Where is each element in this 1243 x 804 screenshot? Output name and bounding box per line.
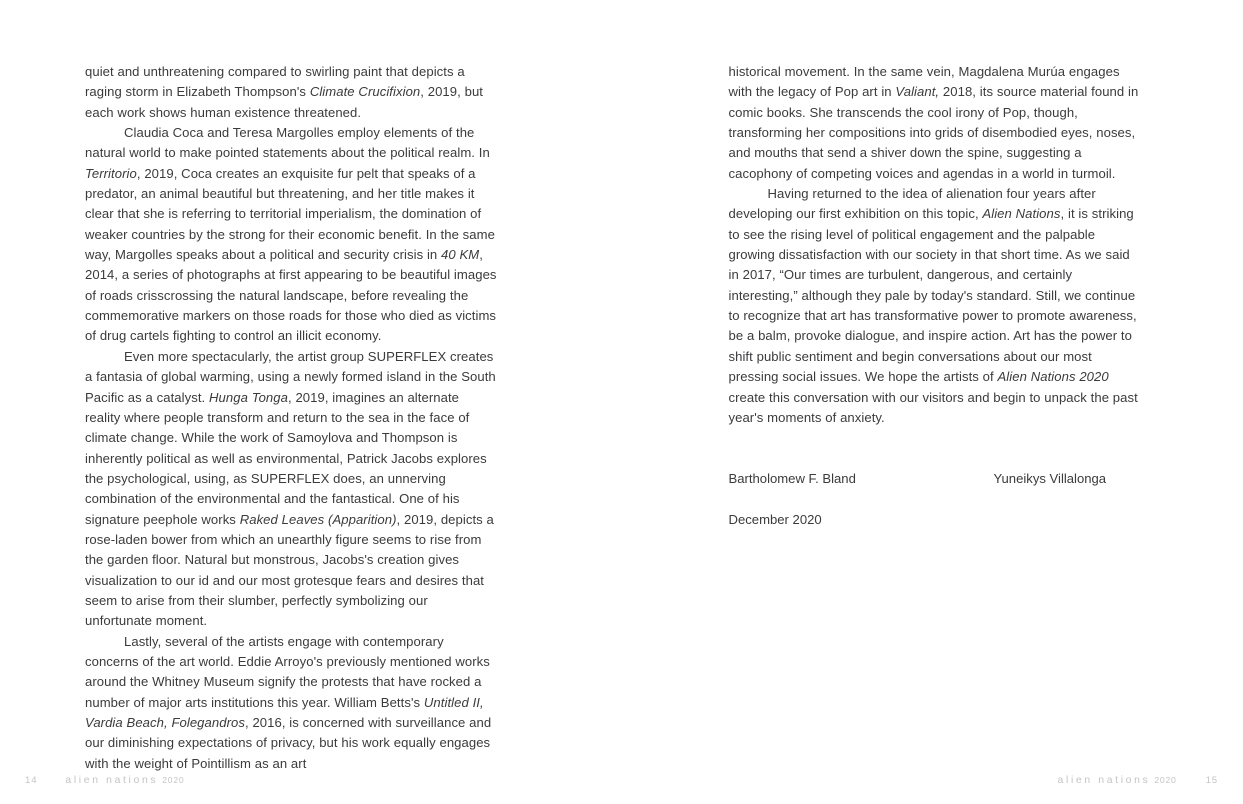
page-footer-right: [1058, 775, 1218, 786]
artwork-title-italic: Raked Leaves (Apparition): [239, 511, 397, 527]
body-text-column-right: [729, 62, 1141, 428]
paragraph-text-run: Claudia Coca and Teresa Margolles employ elements of the natural world to make pointed statements about the political realm. In: [85, 125, 490, 161]
running-year: 2020: [1154, 775, 1177, 785]
artwork-title-italic: Alien Nations: [982, 206, 1061, 222]
signature-names-row: [729, 469, 1141, 489]
paragraph-text-run: , 2019, depicts a rose-laden bower from which an unearthly figure seems to rise from the garden floor. Natural but monstrous, Jacobs's creation gives visualization to our id and our most grotesque fears and desires that seem to arise from their slumber, perfectly symbolizing our unfortunate moment.: [85, 511, 494, 629]
paragraph-text-run: , 2019, but each work shows human existence threatened.: [85, 84, 483, 120]
body-paragraph: [85, 62, 497, 123]
paragraph-text-run: 2018, its source material found in comic books. She transcends the cool irony of Pop, though, transforming her compositions into grids of disembodied eyes, noses, and mouths that send a shiver down the spine, suggesting a cacophony of competing voices and agendas in a world in turmoil.: [728, 84, 1139, 181]
running-title: alien nations: [1057, 775, 1151, 786]
paragraph-text-run: create this conversation with our visitors and begin to unpack the past year's moments of anxiety.: [728, 389, 1138, 425]
author-name-secondary: Yuneikys Villalonga: [993, 471, 1107, 487]
paragraph-text-run: Lastly, several of the artists engage with contemporary concerns of the art world. Eddie Arroyo's previously mentioned works around the Whitney Museum signify the protests that have rocked a number of major arts institutions this year. William Betts's: [85, 633, 490, 710]
folio-number: 15: [1205, 775, 1218, 786]
author-name-primary: Bartholomew F. Bland: [728, 471, 856, 487]
artwork-title-italic: Territorio: [85, 165, 137, 181]
page-right: [622, 0, 1243, 804]
artwork-title-italic: Valiant,: [895, 84, 940, 100]
paragraph-text-run: , 2016, is concerned with surveillance and our diminishing expectations of privacy, but his work equally engages with the weight of Pointillism as an art: [85, 715, 492, 771]
signature-date: December 2020: [728, 512, 822, 528]
body-paragraph: [729, 62, 1141, 184]
paragraph-text-run: , 2014, a series of photographs at first appearing to be beautiful images of roads crisscrossing the natural landscape, before revealing the commemorative markers on those roads for those who died as victims of drug cartels fighting to control an illicit economy.: [85, 247, 497, 344]
folio-number: 14: [25, 775, 38, 786]
artwork-title-italic: Hunga Tonga: [209, 389, 288, 405]
body-text-column-left: [85, 62, 497, 774]
paragraph-text-run: , 2019, imagines an alternate reality where people transform and return to the sea in the face of climate change. While the work of Samoylova and Thompson is inherently political as well as environmental, Patrick Jacobs explores the psychological, using, as SUPERFLEX does, an unnerving combination of the environmental and the fantastical. One of his signature peephole works: [85, 389, 487, 527]
body-paragraph: [85, 347, 497, 632]
artwork-title-italic: Climate Crucifixion: [309, 84, 421, 100]
body-paragraph: [85, 123, 497, 347]
paragraph-text-run: quiet and unthreatening compared to swirling paint that depicts a raging storm in Elizabeth Thompson's: [85, 64, 465, 100]
paragraph-text-run: Even more spectacularly, the artist group SUPERFLEX creates a fantasia of global warming, using a newly formed island in the South Pacific as a catalyst.: [85, 348, 496, 405]
signature-block: [729, 469, 1141, 530]
running-title: alien nations: [65, 775, 159, 786]
artwork-title-italic: 40 KM: [441, 247, 480, 263]
artwork-title-italic: Alien Nations 2020: [997, 369, 1109, 385]
paragraph-text-run: historical movement. In the same vein, Magdalena Murúa engages with the legacy of Pop art in: [728, 64, 1120, 100]
running-year: 2020: [162, 775, 185, 785]
paragraph-text-run: , it is striking to see the rising level of political engagement and the palpable growing dissatisfaction with our society in that short time. As we said in 2017, “Our times are turbulent, dangerous, and certainly interesting,” although they pale by today's standard. Still, we continue to recognize that art has transformative power to promote awareness, be a balm, provoke dialogue, and inspire action. Art has the power to shift public sentiment and begin conversations about our most pressing social issues. We hope the artists of: [728, 206, 1137, 385]
body-paragraph: [85, 632, 497, 774]
page-footer-left: [25, 775, 184, 786]
body-paragraph: [729, 184, 1141, 428]
artwork-title-italic: Untitled II, Vardia Beach, Folegandros: [85, 694, 484, 730]
paragraph-text-run: Having returned to the idea of alienation four years after developing our first exhibition on this topic,: [728, 186, 1096, 222]
paragraph-text-run: , 2019, Coca creates an exquisite fur pelt that speaks of a predator, an animal beautiful but threatening, and her title makes it clear that she is referring to territorial imperialism, the domination of weaker countries by the strong for their economic benefit. In the same way, Margolles speaks about a political and security crisis in: [85, 165, 495, 263]
